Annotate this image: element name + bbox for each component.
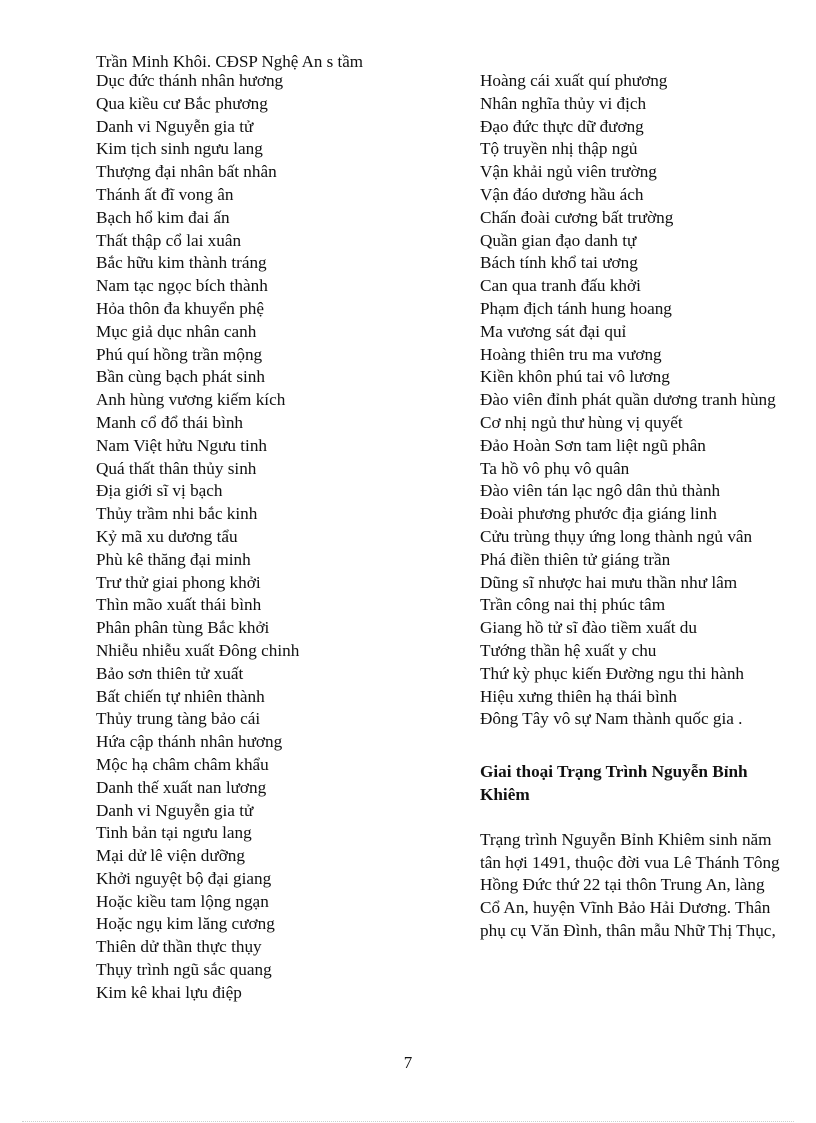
verse-line: Tướng thần hệ xuất y chu <box>480 640 657 660</box>
verse-line: Nam tạc ngọc bích thành <box>96 276 268 296</box>
verse-line: Hỏa thôn đa khuyển phệ <box>96 298 265 318</box>
verse-line: Hoàng cái xuất quí phương <box>480 71 668 90</box>
verse-line: Dục đức thánh nhân hương <box>96 71 284 90</box>
verse-line: Trư thử giai phong khởi <box>96 572 261 592</box>
verse-line: Bảo sơn thiên tử xuất <box>96 663 244 683</box>
poem-right-column <box>480 70 780 731</box>
verse-line: Nhân nghĩa thủy vi địch <box>480 93 647 113</box>
section-heading: Giai thoại Trạng Trình Nguyễn Bỉnh Khiêm <box>480 762 748 804</box>
verse-line: Thứ kỳ phục kiến Đường ngu thi hành <box>480 663 745 683</box>
verse-line: Quần gian đạo danh tự <box>480 230 637 250</box>
verse-line: Thượng đại nhân bất nhân <box>96 162 277 182</box>
verse-line: Đạo đức thực dữ đương <box>480 116 644 136</box>
verse-line: Giang hồ tử sĩ đào tiềm xuất du <box>480 618 697 638</box>
verse-line: Phù kê thăng đại minh <box>96 549 251 569</box>
verse-line: Nam Việt hửu Ngưu tinh <box>96 435 268 455</box>
verse-line: Hứa cập thánh nhân hương <box>96 732 283 752</box>
paragraph-text: Trạng trình Nguyễn Bỉnh Khiêm sinh năm tân hợi 1491, thuộc đời vua Lê Thánh Tông Hồng Đức thứ 22 tại thôn Trung An, làng Cổ An, huyện Vĩnh Bảo Hải Dương. Thân phụ cụ Văn Đình, thân mẫu Nhữ Thị Thục, <box>480 829 780 940</box>
page-bottom-divider <box>22 1121 794 1122</box>
verse-line: Đông Tây vô sự Nam thành quốc gia . <box>480 709 743 729</box>
verse-line: Đảo Hoàn Sơn tam liệt ngũ phân <box>480 435 706 455</box>
verse-line: Phân phân tùng Bắc khởi <box>96 618 270 638</box>
verse-line: Cơ nhị ngủ thư hùng vị quyết <box>480 412 683 432</box>
verse-line: Danh vi Nguyễn gia tử <box>96 116 254 136</box>
verse-line: Cửu trùng thụy ứng long thành ngủ vân <box>480 526 753 546</box>
verse-line: Kiền khôn phú tai vô lương <box>480 367 670 387</box>
verse-line: Hoặc kiều tam lộng ngạn <box>96 891 269 911</box>
verse-line: Nhiễu nhiễu xuất Đông chinh <box>96 640 300 660</box>
verse-line: Trần công nai thị phúc tâm <box>480 595 666 615</box>
page-header-credit: Trần Minh Khôi. CĐSP Nghệ An s tầm <box>96 52 363 71</box>
verse-line: Bạch hổ kim đai ấn <box>96 207 230 227</box>
verse-line: Can qua tranh đấu khởi <box>480 276 641 296</box>
verse-line: Hoặc ngụ kim lăng cương <box>96 914 275 934</box>
verse-line: Phú quí hồng trần mộng <box>96 344 263 364</box>
verse-line: Phạm địch tánh hung hoang <box>480 298 672 318</box>
verse-line: Thất thập cổ lai xuân <box>96 230 242 250</box>
verse-line: Ta hồ vô phụ vô quân <box>480 458 630 478</box>
verse-line: Anh hùng vương kiếm kích <box>96 390 286 410</box>
verse-line: Qua kiều cư Bắc phương <box>96 93 268 113</box>
verse-line: Khởi nguyệt bộ đại giang <box>96 868 272 888</box>
verse-line: Địa giới sĩ vị bạch <box>96 481 223 501</box>
verse-line: Bắc hữu kim thành tráng <box>96 253 267 273</box>
verse-line: Hiệu xưng thiên hạ thái bình <box>480 686 677 706</box>
verse-line: Thủy trung tàng bảo cái <box>96 709 261 729</box>
poem-left-column <box>96 70 436 1005</box>
verse-line: Danh thế xuất nan lương <box>96 777 267 797</box>
verse-line: Thìn mão xuất thái bình <box>96 595 262 615</box>
right-column <box>480 70 780 943</box>
verse-line: Tinh bản tại ngưu lang <box>96 823 252 843</box>
verse-line: Mại dử lê viện dưỡng <box>96 846 245 866</box>
verse-line: Bần cùng bạch phát sinh <box>96 367 265 387</box>
verse-line: Kỷ mã xu dương tẩu <box>96 526 238 546</box>
verse-line: Phá điền thiên tử giáng trần <box>480 549 671 569</box>
verse-line: Chấn đoài cương bất trường <box>480 207 674 227</box>
verse-line: Thủy trầm nhi bắc kinh <box>96 504 258 524</box>
verse-line: Kim kê khai lựu điệp <box>96 982 242 1002</box>
verse-line: Đào viên tán lạc ngô dân thủ thành <box>480 481 721 501</box>
verse-line: Thụy trình ngũ sắc quang <box>96 960 272 980</box>
verse-line: Đào viên đỉnh phát quần dương tranh hùng <box>480 390 776 410</box>
verse-line: Hoàng thiên tru ma vương <box>480 344 662 364</box>
verse-line: Vận đáo dương hầu ách <box>480 184 644 204</box>
verse-line: Thiên dử thần thực thụy <box>96 937 262 957</box>
verse-line: Vận khải ngủ viên trường <box>480 162 657 182</box>
page-number: 7 <box>403 1053 413 1072</box>
verse-line: Mộc hạ châm châm khẩu <box>96 754 269 774</box>
verse-line: Đoài phương phước địa giáng linh <box>480 504 717 524</box>
verse-line: Dũng sĩ nhược hai mưu thần như lâm <box>480 572 738 592</box>
verse-line: Bách tính khổ tai ương <box>480 253 638 273</box>
verse-line: Manh cổ đổ thái bình <box>96 412 244 432</box>
verse-line: Thánh ất đĩ vong ân <box>96 184 234 204</box>
verse-line: Quá thất thân thủy sinh <box>96 458 257 478</box>
verse-line: Danh vi Nguyễn gia tử <box>96 800 254 820</box>
verse-line: Ma vương sát đại quỉ <box>480 321 627 341</box>
verse-line: Bất chiến tự nhiên thành <box>96 686 265 706</box>
verse-line: Tộ truyền nhị thập ngủ <box>480 139 638 159</box>
verse-line: Mục giả dục nhân canh <box>96 321 257 341</box>
verse-line: Kim tịch sinh ngưu lang <box>96 139 263 159</box>
biography-paragraph <box>480 829 780 943</box>
